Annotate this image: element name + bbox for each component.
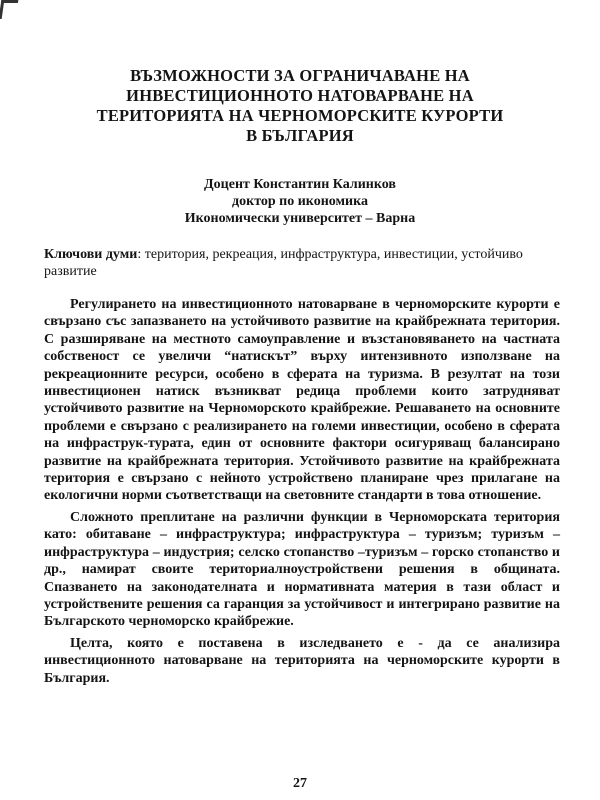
title-line-2: ИНВЕСТИЦИОННОТО НАТОВАРВАНЕ НА — [126, 86, 474, 105]
scan-corner-mark — [0, 0, 18, 19]
title-line-1: ВЪЗМОЖНОСТИ ЗА ОГРАНИЧАВАНЕ НА — [130, 66, 470, 85]
title-line-3: ТЕРИТОРИЯТА НА ЧЕРНОМОРСКИТЕ КУРОРТИ — [96, 106, 504, 125]
author-degree: доктор по икономика — [232, 194, 368, 209]
title-line-4: В БЪЛГАРИЯ — [246, 126, 354, 145]
author-block — [60, 176, 540, 227]
page-number: 27 — [293, 776, 307, 791]
author-name: Доцент Константин Калинков — [204, 177, 396, 192]
body-text — [44, 296, 560, 687]
keywords-label: Ключови думи — [44, 247, 138, 262]
keywords — [44, 246, 560, 280]
paragraph-1: Регулирането на инвестиционното натоварване в черноморските курорти е свързано със запазването на устойчивото развитие на крайбрежната територия. С разширяване на местното самоуправление и възстановяването на частната собственост се увеличи “натискът” върху интензивното използване на рекреационните ресурси, особено в сферата на туризма. В резултат на този инвестиционен натиск възникват редица проблеми които затрудняват устойчивото развитие на Черноморското крайбрежие. Решаването на основните проблеми е свързано с реализирането на големи инвестиции, особено в сферата на инфраструк-турата, един от основните фактори осигуряващ балансирано развитие на крайбрежната територия. Устойчивото развитие на крайбрежната територия е свързано с нейното устройствено планиране чрез прилагане на екологични норми съответстващи на световните стандарти в това отношение. — [44, 297, 560, 504]
keywords-text: : територия, рекреация, инфраструктура, инвестиции, устойчиво развитие — [44, 247, 523, 279]
article-title — [40, 66, 560, 146]
author-affiliation: Икономически университет – Варна — [184, 211, 416, 226]
paragraph-3: Целта, която е поставена в изследването е - да се анализира инвестиционното натоварване на територията на черноморските курорти в България. — [44, 635, 560, 686]
paragraph-2: Сложното преплитане на различни функции в Черноморската територия като: обитаване – инфраструктура; инфраструктура – туризъм; туризъм – инфраструктура – индустрия; селско стопанство –туризъм – горско стопанство и др., намират своите териториалноустройствени решения в общината. Спазването на законодателната и нормативната материя в тази област и устройствените решения са гаранция за устойчивост и интегрирано развитие на Българското черноморско крайбрежие. — [44, 509, 560, 630]
